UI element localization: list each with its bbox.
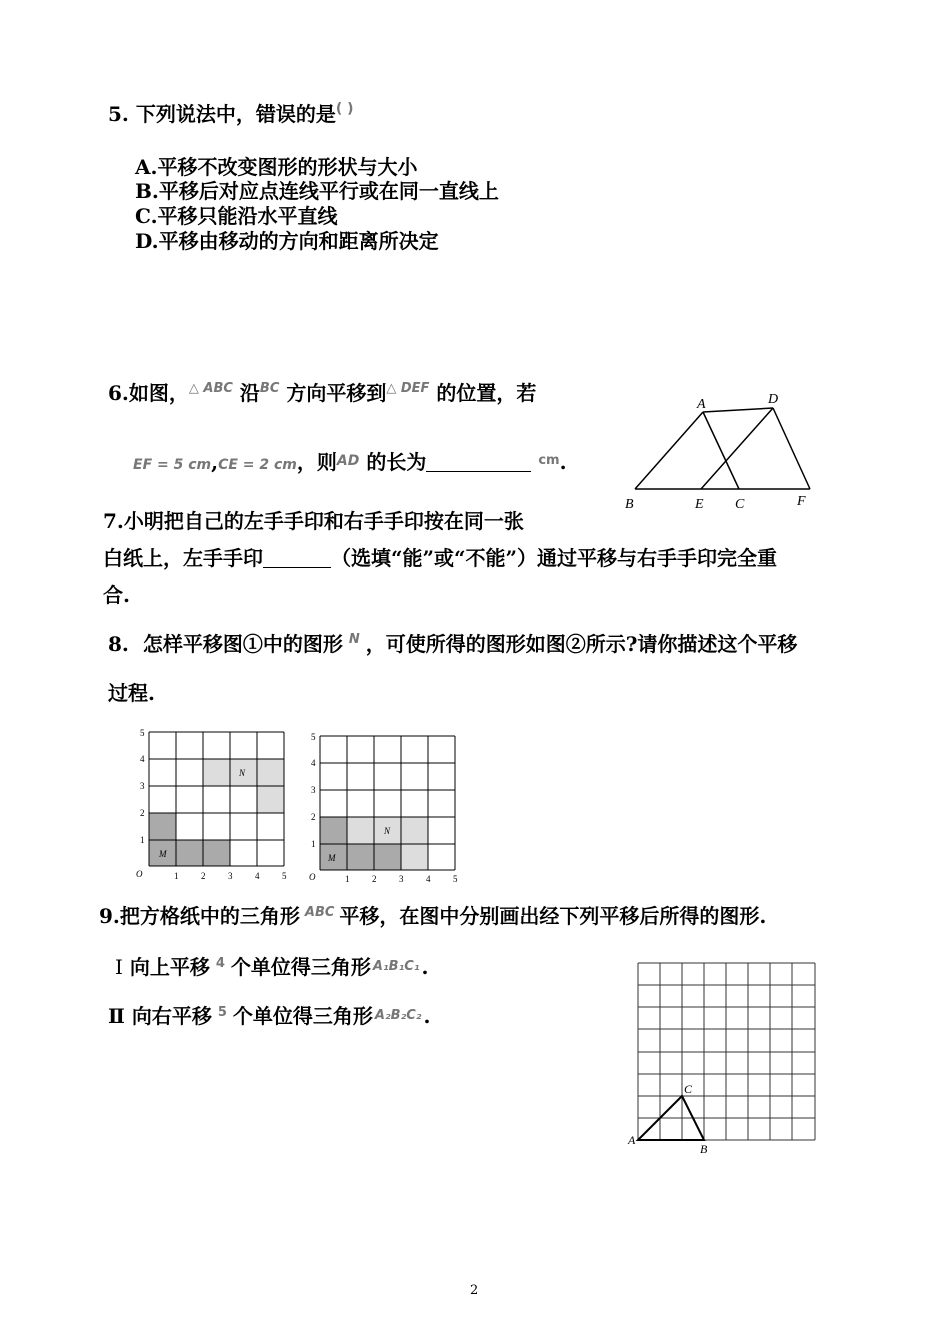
q8-fig2-ytick: 4 bbox=[311, 758, 316, 768]
q5-option-letter: B. bbox=[135, 179, 159, 203]
q8-fig2-xtick: 1 bbox=[345, 874, 350, 884]
page-number: 2 bbox=[470, 1283, 479, 1298]
q7-text: （选填“能”或“不能”）通过平移与右手手印完全重 bbox=[331, 546, 778, 570]
q5-answer-paren: ( ) bbox=[335, 101, 354, 117]
q6-triangle-abc: △ ABC bbox=[188, 381, 233, 396]
q5-option-d bbox=[135, 231, 439, 251]
q5-option-b bbox=[135, 181, 499, 201]
q6-line2 bbox=[133, 452, 567, 472]
q8-fig2-origin: O bbox=[309, 872, 316, 882]
q8-text: ，可使所得的图形如图②所示?请你描述这个平移 bbox=[365, 632, 798, 656]
q5-option-letter: D. bbox=[135, 229, 159, 253]
q6-label-c: C bbox=[735, 497, 745, 512]
q8-fig1-xtick: 5 bbox=[282, 871, 287, 881]
q5-option-text: 平移只能沿水平直线 bbox=[157, 204, 338, 228]
q5-option-letter: A. bbox=[135, 155, 158, 179]
q8-grid-figure-2 bbox=[307, 731, 467, 891]
q8-fig1-xtick: 4 bbox=[255, 871, 260, 881]
q8-number: 8. bbox=[108, 632, 129, 656]
q8-line1 bbox=[108, 633, 797, 654]
q7-text: 合. bbox=[103, 583, 130, 607]
q5-option-text: 平移由移动的方向和距离所决定 bbox=[158, 229, 439, 253]
q8-fig1-label-m: M bbox=[159, 849, 167, 859]
q9-roman-ii: Ⅱ bbox=[108, 1004, 125, 1028]
q5-number: 5. bbox=[108, 102, 129, 126]
q8-fig1-ytick: 2 bbox=[140, 808, 145, 818]
q9-text: 平移，在图中分别画出经下列平移后所得的图形. bbox=[339, 904, 767, 928]
q9-abc: ABC bbox=[304, 905, 335, 920]
q8-grid-figure-1 bbox=[135, 727, 295, 890]
q5-stem: 下列说法中，错误的是 bbox=[135, 102, 336, 126]
q9-triangle-a2b2c2: A₂B₂C₂ bbox=[374, 1008, 422, 1023]
q6-label-a: A bbox=[697, 397, 706, 412]
q8-text: 过程. bbox=[108, 681, 155, 705]
q9-roman-i: Ⅰ bbox=[115, 955, 123, 979]
q8-fig1-origin: O bbox=[136, 869, 143, 879]
q8-fig2-label-n: N bbox=[384, 826, 391, 836]
q6-text: 的位置，若 bbox=[436, 381, 537, 405]
q6-line-ed bbox=[701, 408, 773, 489]
q6-text: 的长为 bbox=[366, 450, 427, 474]
q7-answer-blank[interactable] bbox=[263, 549, 331, 568]
q6-label-f: F bbox=[797, 494, 806, 509]
q9-label-c: C bbox=[684, 1082, 693, 1096]
q6-number: 6. bbox=[108, 381, 129, 405]
q6-text: 如图， bbox=[128, 381, 189, 405]
q5-option-a bbox=[135, 157, 417, 177]
q8-fig2-ytick: 5 bbox=[311, 732, 316, 742]
q8-line2 bbox=[108, 683, 155, 703]
q7-line2 bbox=[103, 548, 777, 568]
q9-text: 向右平移 bbox=[131, 1004, 212, 1028]
q9-number: 9. bbox=[99, 904, 120, 928]
q9-text: 个单位得三角形 bbox=[230, 955, 371, 979]
q9-period: . bbox=[421, 955, 429, 979]
q6-line-df bbox=[773, 408, 810, 489]
q6-line-ad bbox=[703, 408, 773, 412]
q6-ce: CE = 2 cm bbox=[218, 457, 297, 473]
q8-text: 怎样平移图①中的图形 bbox=[142, 632, 343, 656]
q7-line3 bbox=[103, 585, 130, 605]
q6-text: ，则 bbox=[296, 450, 337, 474]
q6-line-ba bbox=[635, 412, 703, 489]
q8-fig2-xtick: 3 bbox=[399, 874, 404, 884]
q6-answer-blank[interactable] bbox=[426, 453, 531, 472]
q6-line1 bbox=[108, 382, 536, 403]
q9-label-a: A bbox=[628, 1133, 636, 1147]
q6-parallelogram-figure bbox=[615, 385, 815, 515]
q5-option-text: 平移后对应点连线平行或在同一直线上 bbox=[158, 179, 499, 203]
q6-triangle-def: △ DEF bbox=[386, 381, 430, 396]
q8-fig2-ytick: 3 bbox=[311, 785, 316, 795]
q7-text: 白纸上，左手手印 bbox=[103, 546, 263, 570]
q9-grid-paper bbox=[622, 957, 827, 1162]
q6-ef: EF = 5 cm bbox=[133, 457, 212, 473]
q9-triangle-a1b1c1: A₁B₁C₁ bbox=[372, 959, 420, 974]
q6-bc: BC bbox=[259, 381, 280, 396]
q5-stem-line bbox=[108, 102, 354, 124]
q6-text: 方向平移到 bbox=[286, 381, 387, 405]
q8-fig2-xtick: 2 bbox=[372, 874, 377, 884]
q9-text: 向上平移 bbox=[129, 955, 210, 979]
q8-fig1-label-n: N bbox=[239, 768, 246, 778]
q8-fig2-ytick: 2 bbox=[311, 812, 316, 822]
q9-label-b: B bbox=[700, 1142, 708, 1156]
q6-label-e: E bbox=[695, 497, 704, 512]
q9-text: 个单位得三角形 bbox=[232, 1004, 373, 1028]
q9-up-count: 4 bbox=[215, 956, 225, 971]
q8-fig2-xtick: 5 bbox=[453, 874, 458, 884]
q9-right-count: 5 bbox=[217, 1005, 227, 1020]
q9-item-ii bbox=[108, 1006, 430, 1026]
q6-unit: cm bbox=[538, 453, 560, 468]
q9-line1 bbox=[99, 906, 766, 926]
q8-fig1-xtick: 3 bbox=[228, 871, 233, 881]
q9-text: 把方格纸中的三角形 bbox=[119, 904, 300, 928]
q8-fig1-ytick: 3 bbox=[140, 781, 145, 791]
q6-text: 沿 bbox=[239, 381, 260, 405]
q8-fig2-label-m: M bbox=[328, 853, 336, 863]
q5-option-text: 平移不改变图形的形状与大小 bbox=[157, 155, 418, 179]
q6-period: . bbox=[559, 450, 567, 474]
q8-fig1-ytick: 4 bbox=[140, 754, 145, 764]
q6-label-b: B bbox=[625, 497, 634, 512]
q6-comma: , bbox=[211, 450, 219, 474]
q8-fig2-xtick: 4 bbox=[426, 874, 431, 884]
q5-option-c bbox=[135, 206, 338, 226]
q8-fig1-ytick: 1 bbox=[140, 835, 145, 845]
q8-n: N bbox=[348, 632, 360, 647]
q8-fig2-ytick: 1 bbox=[311, 839, 316, 849]
q7-line1 bbox=[103, 511, 524, 531]
q8-fig1-xtick: 1 bbox=[174, 871, 179, 881]
q7-text: 小明把自己的左手手印和右手手印按在同一张 bbox=[123, 509, 524, 533]
q5-option-letter: C. bbox=[135, 204, 158, 228]
q7-number: 7. bbox=[103, 509, 124, 533]
q6-label-d: D bbox=[768, 392, 779, 407]
q9-item-i bbox=[115, 957, 428, 977]
q8-fig1-xtick: 2 bbox=[201, 871, 206, 881]
q9-period: . bbox=[423, 1004, 431, 1028]
q8-fig1-ytick: 5 bbox=[140, 728, 145, 738]
q6-ad: AD bbox=[336, 453, 360, 469]
q6-line-ac bbox=[703, 412, 739, 489]
